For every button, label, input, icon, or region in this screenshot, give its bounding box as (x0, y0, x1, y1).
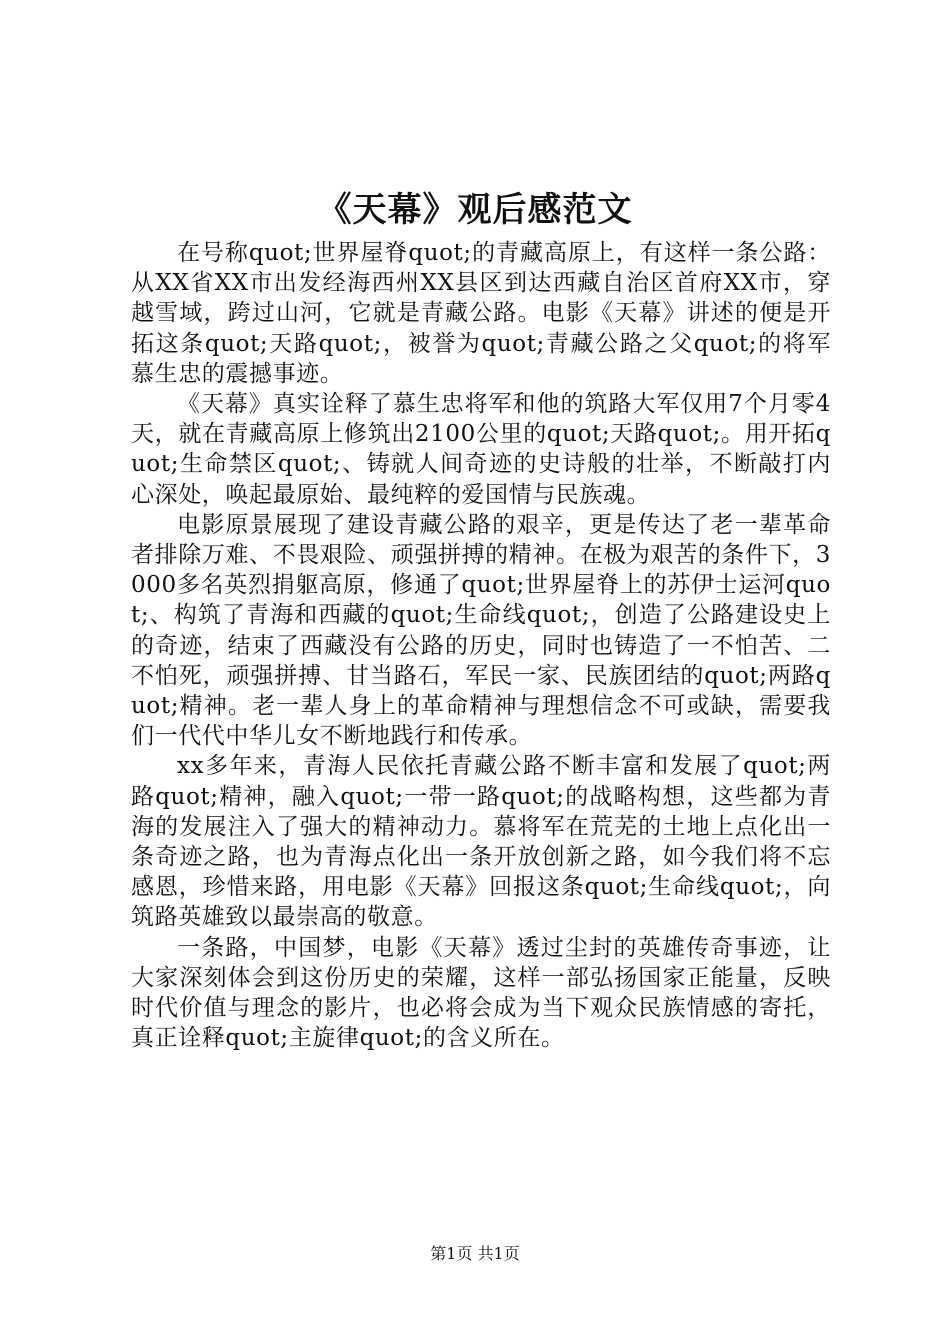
paragraph-2: 《天幕》真实诠释了慕生忠将军和他的筑路大军仅用7个月零4天，就在青藏高原上修筑出2100公里的quot;天路quot;。用开拓quot;生命禁区quot;、铸就人间奇迹的史诗般的壮举，不断敲打内心深处，唤起最原始、最纯粹的爱国情与民族魂。 (131, 391, 831, 508)
paragraph-4: xx多年来，青海人民依托青藏公路不断丰富和发展了quot;两路quot;精神，融入quot;一带一路quot;的战略构想，这些都为青海的发展注入了强大的精神动力。慕将军在荒芜的土地上点化出一条奇迹之路，也为青海点化出一条开放创新之路，如今我们将不忘感恩，珍惜来路，用电影《天幕》回报这条quot;生命线quot;，向筑路英雄致以最崇高的敬意。 (131, 753, 831, 931)
document-title: 《天幕》观后感范文 (317, 190, 633, 230)
paragraph-1: 在号称quot;世界屋脊quot;的青藏高原上，有这样一条公路：从XX省XX市出发经海西州XX县区到达西藏自治区首府XX市，穿越雪域，跨过山河，它就是青藏公路。电影《天幕》讲述的便是开拓这条quot;天路quot;，被誉为quot;青藏公路之父quot;的将军慕生忠的震撼事迹。 (131, 240, 831, 387)
paragraph-5: 一条路，中国梦，电影《天幕》透过尘封的英雄传奇事迹，让大家深刻体会到这份历史的荣耀，这样一部弘扬国家正能量，反映时代价值与理念的影片，也必将会成为当下观众民族情感的寄托，真正诠释quot;主旋律quot;的含义所在。 (131, 934, 831, 1052)
document-body (131, 238, 831, 1053)
paragraph-3: 电影原景展现了建设青藏公路的艰辛，更是传达了老一辈革命者排除万难、不畏艰险、顽强拼搏的精神。在极为艰苦的条件下，3000多名英烈捐躯高原，修通了quot;世界屋脊上的苏伊士运河quot;、构筑了青海和西藏的quot;生命线quot;，创造了公路建设史上的奇迹，结束了西藏没有公路的历史，同时也铸造了一不怕苦、二不怕死，顽强拼搏、甘当路石，军民一家、民族团结的quot;两路quot;精神。老一辈人身上的革命精神与理想信念不可或缺，需要我们一代代中华儿女不断地践行和传承。 (131, 511, 831, 750)
page-footer: 第1页 共1页 (430, 1244, 520, 1263)
